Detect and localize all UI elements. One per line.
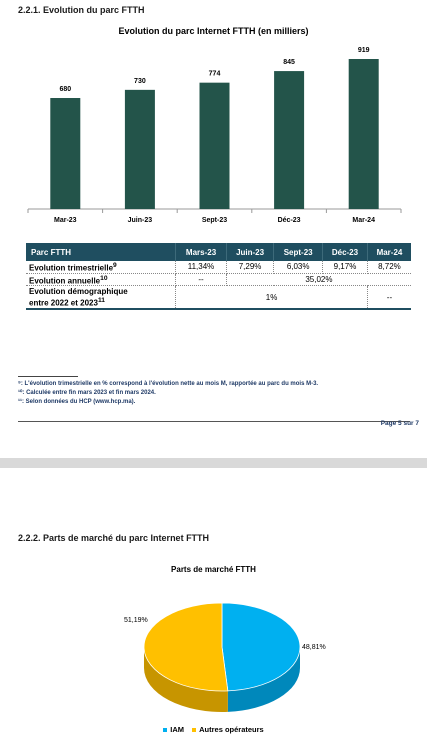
legend-item-iam (163, 725, 184, 734)
header-parc-ftth: Parc FTTH (26, 243, 176, 261)
table-cell: 1% (176, 286, 368, 310)
footnote-ref: 9 (113, 262, 117, 269)
bar-value-label: 774 (208, 70, 221, 78)
bar (349, 59, 379, 209)
header-mars-23: Mars-23 (176, 243, 227, 261)
bar-value-label: 845 (283, 59, 295, 67)
table-header-row (26, 243, 411, 261)
pie-value-label-autres: 51,19% (124, 617, 148, 624)
footnote-ref: 10 (100, 274, 108, 282)
row-label (26, 261, 176, 273)
table-row-trimestrielle (26, 261, 411, 273)
bar (125, 90, 155, 209)
legend-swatch-autres (192, 728, 196, 732)
bar-chart (0, 0, 427, 235)
row-label-text: Evolution trimestrielle (29, 263, 114, 273)
section-title-evolution: 2.2.1. Evolution du parc FTTH (18, 5, 145, 15)
footnote-divider (18, 376, 78, 377)
row-label (26, 273, 176, 286)
table-cell: 11,34% (176, 261, 227, 273)
table-cell: 8,72% (367, 261, 411, 273)
header-juin-23: Juin-23 (226, 243, 273, 261)
footnote-ref: 11 (97, 296, 105, 304)
ftth-table (26, 243, 411, 310)
bar (50, 98, 80, 209)
x-tick-label: Sept-23 (201, 217, 228, 224)
pie-chart (0, 575, 427, 725)
table-row-annuelle (26, 273, 411, 286)
legend-swatch-iam (163, 728, 167, 732)
table-cell: 9,17% (323, 261, 368, 273)
header-mar-24: Mar-24 (367, 243, 411, 261)
bar-value-label: 730 (134, 77, 146, 85)
row-label-line2: entre 2022 et 2023 (29, 298, 98, 308)
footnote-11: ¹¹: Selon données du HCP (www.hcp.ma). (18, 399, 136, 405)
legend-item-autres (192, 725, 264, 734)
bar (274, 71, 304, 209)
bar-value-label: 919 (357, 47, 370, 54)
row-label-line1: Evolution démographique (29, 286, 128, 296)
header-dec-23: Déc-23 (323, 243, 368, 261)
x-tick-label: Mar-23 (54, 217, 77, 224)
footnote-10: ¹⁰: Calculée entre fin mars 2023 et fin mars 2024. (18, 390, 156, 396)
section-title-parts: 2.2.2. Parts de marché du parc Internet FTTH (18, 533, 210, 543)
page-gap (0, 458, 427, 468)
legend-label-autres: Autres opérateurs (199, 725, 264, 734)
table-cell: -- (176, 273, 227, 286)
pie-value-label-iam: 48,81% (302, 644, 326, 651)
bar-chart-title: Evolution du parc Internet FTTH (en milliers) (118, 26, 309, 36)
table-cell: 35,02% (226, 273, 411, 286)
footnote-9: ⁹: L'évolution trimestrielle en % correspond à l'évolution nette au mois M, rapportée au parc du mois M-3. (18, 381, 319, 387)
page-number: Page 5 sur 7 (380, 420, 419, 427)
x-tick-label: Mar-24 (352, 217, 375, 224)
table-cell: 6,03% (274, 261, 323, 273)
pie-legend (0, 725, 427, 734)
x-tick-label: Juin-23 (127, 217, 153, 224)
page-divider (18, 421, 410, 422)
bar-value-label: 680 (59, 86, 72, 94)
legend-label-iam: IAM (170, 725, 185, 734)
bar (200, 83, 230, 209)
x-tick-label: Déc-23 (277, 217, 301, 224)
footnotes (18, 380, 318, 407)
row-label (26, 286, 176, 310)
pie-chart-title: Parts de marché FTTH (171, 565, 256, 574)
table-cell: 7,29% (226, 261, 273, 273)
header-sept-23: Sept-23 (274, 243, 323, 261)
table-row-demographique (26, 286, 411, 310)
table-cell: -- (367, 286, 411, 310)
row-label-text: Evolution annuelle (29, 276, 101, 286)
